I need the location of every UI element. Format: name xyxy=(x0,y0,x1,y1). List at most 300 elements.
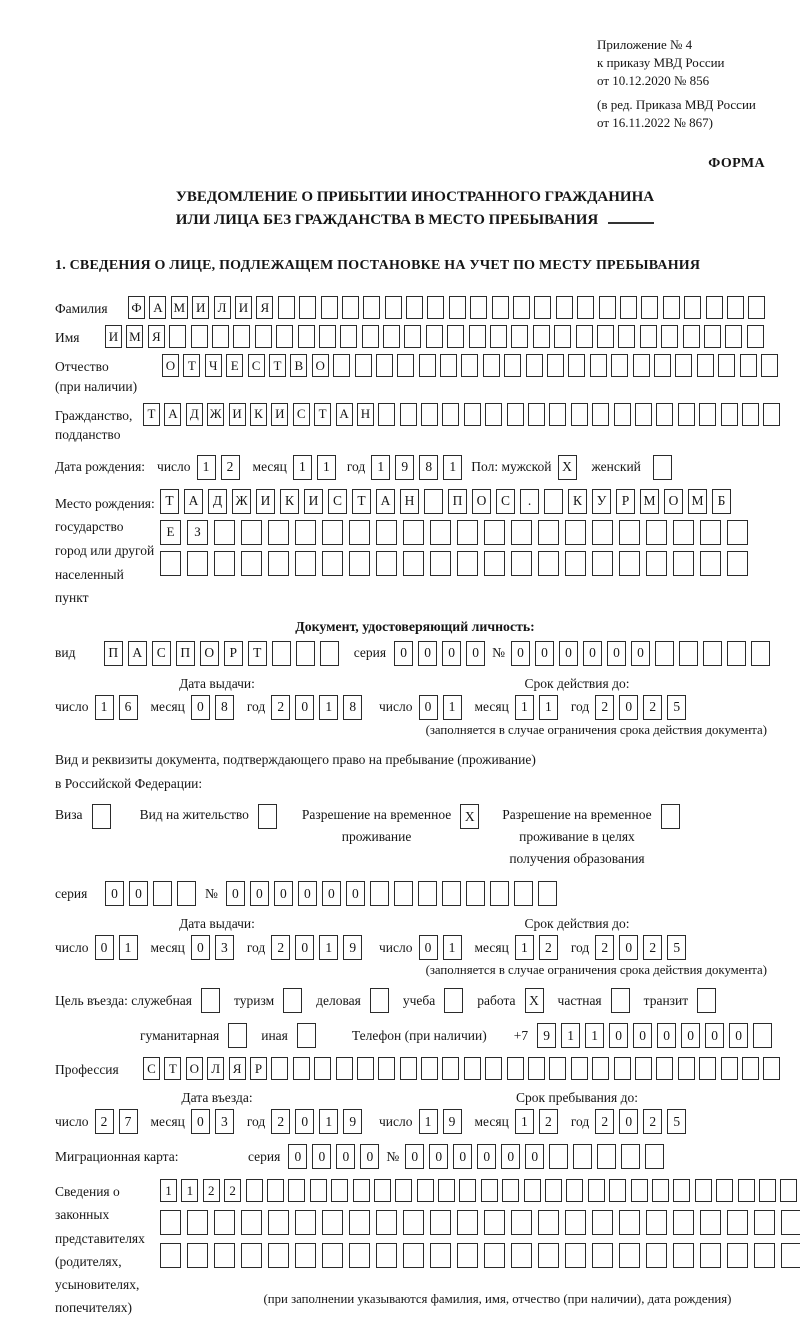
char-cell[interactable]: 2 xyxy=(539,1109,558,1134)
char-cell[interactable] xyxy=(481,1179,498,1202)
purpose-work-checkbox[interactable] xyxy=(525,988,549,1013)
char-cell[interactable] xyxy=(697,988,716,1013)
char-cell[interactable]: 9 xyxy=(395,455,414,480)
identity-valid-year-cells[interactable] xyxy=(595,695,691,720)
temp-residence-checkbox[interactable] xyxy=(460,804,484,829)
char-cell[interactable] xyxy=(490,881,509,906)
char-cell[interactable] xyxy=(780,1179,797,1202)
char-cell[interactable] xyxy=(370,881,389,906)
char-cell[interactable] xyxy=(426,325,443,348)
char-cell[interactable] xyxy=(424,489,443,514)
char-cell[interactable] xyxy=(556,296,573,319)
char-cell[interactable]: С xyxy=(496,489,515,514)
char-cell[interactable]: 1 xyxy=(197,455,216,480)
char-cell[interactable] xyxy=(362,325,379,348)
char-cell[interactable]: 9 xyxy=(343,935,362,960)
char-cell[interactable]: 2 xyxy=(224,1179,241,1202)
char-cell[interactable] xyxy=(283,988,302,1013)
char-cell[interactable] xyxy=(295,551,316,576)
char-cell[interactable] xyxy=(485,1057,502,1080)
char-cell[interactable] xyxy=(349,1243,370,1268)
char-cell[interactable]: Т xyxy=(143,403,160,426)
char-cell[interactable]: 0 xyxy=(274,881,293,906)
char-cell[interactable] xyxy=(695,1179,712,1202)
char-cell[interactable] xyxy=(376,551,397,576)
char-cell[interactable] xyxy=(721,1057,738,1080)
char-cell[interactable] xyxy=(295,1210,316,1235)
char-cell[interactable] xyxy=(538,520,559,545)
char-cell[interactable] xyxy=(673,551,694,576)
char-cell[interactable]: 6 xyxy=(119,695,138,720)
char-cell[interactable]: 0 xyxy=(442,641,461,666)
char-cell[interactable] xyxy=(592,551,613,576)
residence-valid-day-cells[interactable] xyxy=(419,935,467,960)
char-cell[interactable] xyxy=(395,1179,412,1202)
char-cell[interactable] xyxy=(357,1057,374,1080)
representatives-cells-row3[interactable] xyxy=(160,1243,800,1268)
entry-month-cells[interactable] xyxy=(191,1109,239,1134)
char-cell[interactable]: 9 xyxy=(443,1109,462,1134)
char-cell[interactable]: 0 xyxy=(105,881,124,906)
char-cell[interactable] xyxy=(363,296,380,319)
char-cell[interactable] xyxy=(511,1210,532,1235)
residence-valid-month-cells[interactable] xyxy=(515,935,563,960)
char-cell[interactable]: Ч xyxy=(205,354,222,377)
char-cell[interactable] xyxy=(511,325,528,348)
char-cell[interactable]: С xyxy=(248,354,265,377)
char-cell[interactable]: 7 xyxy=(119,1109,138,1134)
char-cell[interactable] xyxy=(592,403,609,426)
char-cell[interactable] xyxy=(322,1210,343,1235)
char-cell[interactable] xyxy=(547,354,564,377)
char-cell[interactable] xyxy=(611,988,630,1013)
char-cell[interactable]: 0 xyxy=(525,1144,544,1169)
char-cell[interactable]: Т xyxy=(248,641,267,666)
char-cell[interactable]: И xyxy=(105,325,122,348)
char-cell[interactable] xyxy=(271,1057,288,1080)
char-cell[interactable]: Н xyxy=(400,489,419,514)
identity-valid-month-cells[interactable] xyxy=(515,695,563,720)
char-cell[interactable] xyxy=(187,1243,208,1268)
purpose-commercial-checkbox[interactable] xyxy=(370,988,394,1013)
char-cell[interactable] xyxy=(440,354,457,377)
char-cell[interactable] xyxy=(742,403,759,426)
char-cell[interactable] xyxy=(212,325,229,348)
char-cell[interactable] xyxy=(721,403,738,426)
char-cell[interactable] xyxy=(370,988,389,1013)
char-cell[interactable] xyxy=(267,1179,284,1202)
char-cell[interactable] xyxy=(592,1210,613,1235)
char-cell[interactable] xyxy=(706,296,723,319)
char-cell[interactable]: 0 xyxy=(681,1023,700,1048)
char-cell[interactable] xyxy=(507,403,524,426)
char-cell[interactable] xyxy=(592,1243,613,1268)
char-cell[interactable] xyxy=(447,325,464,348)
char-cell[interactable]: М xyxy=(171,296,188,319)
char-cell[interactable] xyxy=(725,325,742,348)
char-cell[interactable] xyxy=(576,325,593,348)
char-cell[interactable] xyxy=(571,403,588,426)
char-cell[interactable]: 2 xyxy=(203,1179,220,1202)
char-cell[interactable] xyxy=(544,489,563,514)
char-cell[interactable] xyxy=(417,1179,434,1202)
char-cell[interactable]: 2 xyxy=(539,935,558,960)
char-cell[interactable]: 0 xyxy=(657,1023,676,1048)
identity-doc-number-cells[interactable] xyxy=(511,641,775,666)
char-cell[interactable]: 0 xyxy=(295,1109,314,1134)
char-cell[interactable]: К xyxy=(250,403,267,426)
char-cell[interactable] xyxy=(740,354,757,377)
char-cell[interactable]: 0 xyxy=(191,1109,210,1134)
char-cell[interactable] xyxy=(177,881,196,906)
stay-year-cells[interactable] xyxy=(595,1109,691,1134)
char-cell[interactable] xyxy=(566,1179,583,1202)
char-cell[interactable] xyxy=(568,354,585,377)
char-cell[interactable]: Ж xyxy=(232,489,251,514)
char-cell[interactable] xyxy=(673,1179,690,1202)
char-cell[interactable] xyxy=(656,1057,673,1080)
char-cell[interactable]: В xyxy=(290,354,307,377)
char-cell[interactable] xyxy=(322,520,343,545)
char-cell[interactable]: Р xyxy=(224,641,243,666)
char-cell[interactable]: Л xyxy=(214,296,231,319)
char-cell[interactable] xyxy=(241,551,262,576)
temp-residence-education-checkbox[interactable] xyxy=(661,804,685,829)
char-cell[interactable]: 1 xyxy=(160,1179,177,1202)
char-cell[interactable] xyxy=(621,1144,640,1169)
char-cell[interactable] xyxy=(457,551,478,576)
char-cell[interactable] xyxy=(296,641,315,666)
sex-female-checkbox[interactable] xyxy=(653,455,677,480)
char-cell[interactable] xyxy=(614,1057,631,1080)
char-cell[interactable] xyxy=(641,296,658,319)
char-cell[interactable] xyxy=(297,1023,316,1048)
char-cell[interactable] xyxy=(293,1057,310,1080)
char-cell[interactable] xyxy=(191,325,208,348)
char-cell[interactable] xyxy=(403,1243,424,1268)
char-cell[interactable]: 0 xyxy=(466,641,485,666)
char-cell[interactable]: А xyxy=(184,489,203,514)
char-cell[interactable] xyxy=(646,551,667,576)
char-cell[interactable]: 0 xyxy=(633,1023,652,1048)
char-cell[interactable]: О xyxy=(312,354,329,377)
char-cell[interactable] xyxy=(538,1210,559,1235)
char-cell[interactable] xyxy=(378,403,395,426)
char-cell[interactable] xyxy=(336,1057,353,1080)
char-cell[interactable]: О xyxy=(472,489,491,514)
char-cell[interactable] xyxy=(528,403,545,426)
char-cell[interactable] xyxy=(761,354,778,377)
char-cell[interactable] xyxy=(394,881,413,906)
char-cell[interactable]: 1 xyxy=(515,695,534,720)
char-cell[interactable]: 8 xyxy=(215,695,234,720)
char-cell[interactable] xyxy=(611,354,628,377)
char-cell[interactable] xyxy=(704,325,721,348)
char-cell[interactable] xyxy=(727,551,748,576)
char-cell[interactable] xyxy=(699,403,716,426)
char-cell[interactable] xyxy=(376,520,397,545)
char-cell[interactable]: X xyxy=(525,988,544,1013)
char-cell[interactable] xyxy=(340,325,357,348)
char-cell[interactable] xyxy=(524,1179,541,1202)
char-cell[interactable] xyxy=(418,881,437,906)
char-cell[interactable]: Т xyxy=(352,489,371,514)
char-cell[interactable] xyxy=(322,1243,343,1268)
char-cell[interactable]: 0 xyxy=(288,1144,307,1169)
char-cell[interactable]: П xyxy=(176,641,195,666)
char-cell[interactable] xyxy=(609,1179,626,1202)
char-cell[interactable] xyxy=(663,296,680,319)
birth-place-cells-row3[interactable] xyxy=(160,551,754,576)
char-cell[interactable] xyxy=(700,1243,721,1268)
char-cell[interactable]: 1 xyxy=(319,935,338,960)
char-cell[interactable] xyxy=(160,1210,181,1235)
char-cell[interactable] xyxy=(703,641,722,666)
char-cell[interactable] xyxy=(258,804,277,829)
char-cell[interactable]: 0 xyxy=(705,1023,724,1048)
char-cell[interactable]: 0 xyxy=(619,935,638,960)
char-cell[interactable] xyxy=(233,325,250,348)
identity-issue-day-cells[interactable] xyxy=(95,695,143,720)
residence-issue-month-cells[interactable] xyxy=(191,935,239,960)
purpose-other-checkbox[interactable] xyxy=(297,1023,321,1048)
profession-cells[interactable] xyxy=(143,1057,785,1080)
char-cell[interactable] xyxy=(322,551,343,576)
char-cell[interactable] xyxy=(727,520,748,545)
phone-cells[interactable] xyxy=(537,1023,777,1048)
char-cell[interactable] xyxy=(748,296,765,319)
char-cell[interactable] xyxy=(241,1210,262,1235)
char-cell[interactable] xyxy=(565,520,586,545)
char-cell[interactable] xyxy=(492,296,509,319)
char-cell[interactable]: 0 xyxy=(346,881,365,906)
char-cell[interactable]: И xyxy=(235,296,252,319)
char-cell[interactable] xyxy=(490,325,507,348)
char-cell[interactable] xyxy=(661,325,678,348)
char-cell[interactable] xyxy=(484,1243,505,1268)
char-cell[interactable] xyxy=(565,1210,586,1235)
char-cell[interactable] xyxy=(646,520,667,545)
char-cell[interactable]: 3 xyxy=(215,935,234,960)
char-cell[interactable]: У xyxy=(592,489,611,514)
purpose-tourism-checkbox[interactable] xyxy=(283,988,307,1013)
char-cell[interactable] xyxy=(538,551,559,576)
char-cell[interactable] xyxy=(333,354,350,377)
char-cell[interactable] xyxy=(545,1179,562,1202)
char-cell[interactable]: 1 xyxy=(539,695,558,720)
char-cell[interactable] xyxy=(378,1057,395,1080)
char-cell[interactable]: 3 xyxy=(215,1109,234,1134)
char-cell[interactable] xyxy=(470,296,487,319)
migration-card-number-cells[interactable] xyxy=(405,1144,669,1169)
char-cell[interactable]: С xyxy=(328,489,347,514)
char-cell[interactable]: 2 xyxy=(643,1109,662,1134)
char-cell[interactable] xyxy=(673,1210,694,1235)
char-cell[interactable] xyxy=(214,1243,235,1268)
char-cell[interactable] xyxy=(385,296,402,319)
char-cell[interactable] xyxy=(374,1179,391,1202)
char-cell[interactable] xyxy=(268,551,289,576)
char-cell[interactable]: 0 xyxy=(226,881,245,906)
char-cell[interactable]: 0 xyxy=(619,695,638,720)
char-cell[interactable] xyxy=(376,1243,397,1268)
char-cell[interactable] xyxy=(597,325,614,348)
char-cell[interactable] xyxy=(268,1210,289,1235)
char-cell[interactable] xyxy=(534,296,551,319)
char-cell[interactable] xyxy=(353,1179,370,1202)
char-cell[interactable] xyxy=(427,296,444,319)
char-cell[interactable]: 2 xyxy=(643,935,662,960)
char-cell[interactable]: 5 xyxy=(667,1109,686,1134)
char-cell[interactable]: Т xyxy=(183,354,200,377)
char-cell[interactable]: 0 xyxy=(191,935,210,960)
char-cell[interactable] xyxy=(214,520,235,545)
entry-year-cells[interactable] xyxy=(271,1109,367,1134)
char-cell[interactable]: 0 xyxy=(511,641,530,666)
char-cell[interactable] xyxy=(241,520,262,545)
purpose-private-checkbox[interactable] xyxy=(611,988,635,1013)
given-name-cells[interactable] xyxy=(105,325,768,348)
char-cell[interactable] xyxy=(747,325,764,348)
char-cell[interactable]: 0 xyxy=(429,1144,448,1169)
birth-place-cells-row2[interactable] xyxy=(160,520,754,545)
char-cell[interactable] xyxy=(400,1057,417,1080)
char-cell[interactable]: 1 xyxy=(119,935,138,960)
representatives-cells-row1[interactable] xyxy=(160,1179,800,1202)
char-cell[interactable]: 0 xyxy=(394,641,413,666)
char-cell[interactable] xyxy=(538,1243,559,1268)
char-cell[interactable]: Я xyxy=(256,296,273,319)
char-cell[interactable]: 0 xyxy=(631,641,650,666)
char-cell[interactable] xyxy=(457,1210,478,1235)
char-cell[interactable] xyxy=(319,325,336,348)
char-cell[interactable] xyxy=(633,354,650,377)
birth-day-cells[interactable] xyxy=(197,455,245,480)
char-cell[interactable] xyxy=(461,354,478,377)
identity-issue-month-cells[interactable] xyxy=(191,695,239,720)
char-cell[interactable]: К xyxy=(280,489,299,514)
char-cell[interactable]: 0 xyxy=(250,881,269,906)
char-cell[interactable] xyxy=(504,354,521,377)
residence-permit-checkbox[interactable] xyxy=(258,804,282,829)
char-cell[interactable]: 0 xyxy=(477,1144,496,1169)
char-cell[interactable] xyxy=(321,296,338,319)
char-cell[interactable] xyxy=(618,325,635,348)
char-cell[interactable]: Я xyxy=(148,325,165,348)
char-cell[interactable] xyxy=(759,1179,776,1202)
char-cell[interactable]: 9 xyxy=(537,1023,556,1048)
char-cell[interactable] xyxy=(507,1057,524,1080)
char-cell[interactable]: Д xyxy=(208,489,227,514)
char-cell[interactable]: 2 xyxy=(643,695,662,720)
identity-issue-year-cells[interactable] xyxy=(271,695,367,720)
char-cell[interactable]: Н xyxy=(357,403,374,426)
char-cell[interactable] xyxy=(349,551,370,576)
char-cell[interactable] xyxy=(533,325,550,348)
char-cell[interactable] xyxy=(404,325,421,348)
char-cell[interactable] xyxy=(442,881,461,906)
char-cell[interactable] xyxy=(678,403,695,426)
char-cell[interactable] xyxy=(738,1179,755,1202)
char-cell[interactable]: И xyxy=(271,403,288,426)
char-cell[interactable] xyxy=(654,354,671,377)
char-cell[interactable] xyxy=(683,325,700,348)
char-cell[interactable]: П xyxy=(104,641,123,666)
char-cell[interactable] xyxy=(430,551,451,576)
char-cell[interactable]: 1 xyxy=(319,1109,338,1134)
char-cell[interactable] xyxy=(646,1243,667,1268)
char-cell[interactable] xyxy=(349,520,370,545)
char-cell[interactable]: 2 xyxy=(595,1109,614,1134)
residence-issue-year-cells[interactable] xyxy=(271,935,367,960)
identity-doc-type-cells[interactable] xyxy=(104,641,344,666)
purpose-transit-checkbox[interactable] xyxy=(697,988,721,1013)
char-cell[interactable]: 2 xyxy=(271,695,290,720)
char-cell[interactable] xyxy=(753,1023,772,1048)
char-cell[interactable] xyxy=(288,1179,305,1202)
char-cell[interactable]: 0 xyxy=(129,881,148,906)
char-cell[interactable]: 0 xyxy=(535,641,554,666)
char-cell[interactable] xyxy=(403,551,424,576)
char-cell[interactable] xyxy=(597,1144,616,1169)
char-cell[interactable]: 1 xyxy=(515,935,534,960)
char-cell[interactable]: О xyxy=(186,1057,203,1080)
char-cell[interactable]: 5 xyxy=(667,935,686,960)
char-cell[interactable]: О xyxy=(162,354,179,377)
char-cell[interactable]: 1 xyxy=(95,695,114,720)
char-cell[interactable]: 0 xyxy=(619,1109,638,1134)
char-cell[interactable]: 0 xyxy=(419,695,438,720)
surname-cells[interactable] xyxy=(128,296,770,319)
char-cell[interactable] xyxy=(342,296,359,319)
char-cell[interactable] xyxy=(295,1243,316,1268)
char-cell[interactable] xyxy=(314,1057,331,1080)
char-cell[interactable]: Ф xyxy=(128,296,145,319)
char-cell[interactable] xyxy=(549,1144,568,1169)
char-cell[interactable] xyxy=(620,296,637,319)
char-cell[interactable] xyxy=(268,1243,289,1268)
char-cell[interactable] xyxy=(459,1179,476,1202)
char-cell[interactable] xyxy=(526,354,543,377)
char-cell[interactable]: Т xyxy=(314,403,331,426)
char-cell[interactable]: А xyxy=(149,296,166,319)
char-cell[interactable] xyxy=(592,520,613,545)
char-cell[interactable] xyxy=(187,1210,208,1235)
char-cell[interactable] xyxy=(160,1243,181,1268)
char-cell[interactable]: Р xyxy=(250,1057,267,1080)
char-cell[interactable]: 8 xyxy=(419,455,438,480)
char-cell[interactable] xyxy=(153,881,172,906)
char-cell[interactable] xyxy=(754,1243,775,1268)
char-cell[interactable] xyxy=(718,354,735,377)
char-cell[interactable] xyxy=(442,1057,459,1080)
char-cell[interactable] xyxy=(684,296,701,319)
char-cell[interactable]: 1 xyxy=(515,1109,534,1134)
char-cell[interactable]: И xyxy=(304,489,323,514)
char-cell[interactable] xyxy=(716,1179,733,1202)
char-cell[interactable] xyxy=(397,354,414,377)
char-cell[interactable] xyxy=(438,1179,455,1202)
char-cell[interactable] xyxy=(619,1210,640,1235)
char-cell[interactable]: 0 xyxy=(607,641,626,666)
char-cell[interactable] xyxy=(727,296,744,319)
char-cell[interactable]: А xyxy=(128,641,147,666)
purpose-humanitarian-checkbox[interactable] xyxy=(228,1023,252,1048)
char-cell[interactable]: 1 xyxy=(443,695,462,720)
char-cell[interactable]: 2 xyxy=(271,935,290,960)
char-cell[interactable] xyxy=(246,1179,263,1202)
char-cell[interactable]: 1 xyxy=(443,455,462,480)
